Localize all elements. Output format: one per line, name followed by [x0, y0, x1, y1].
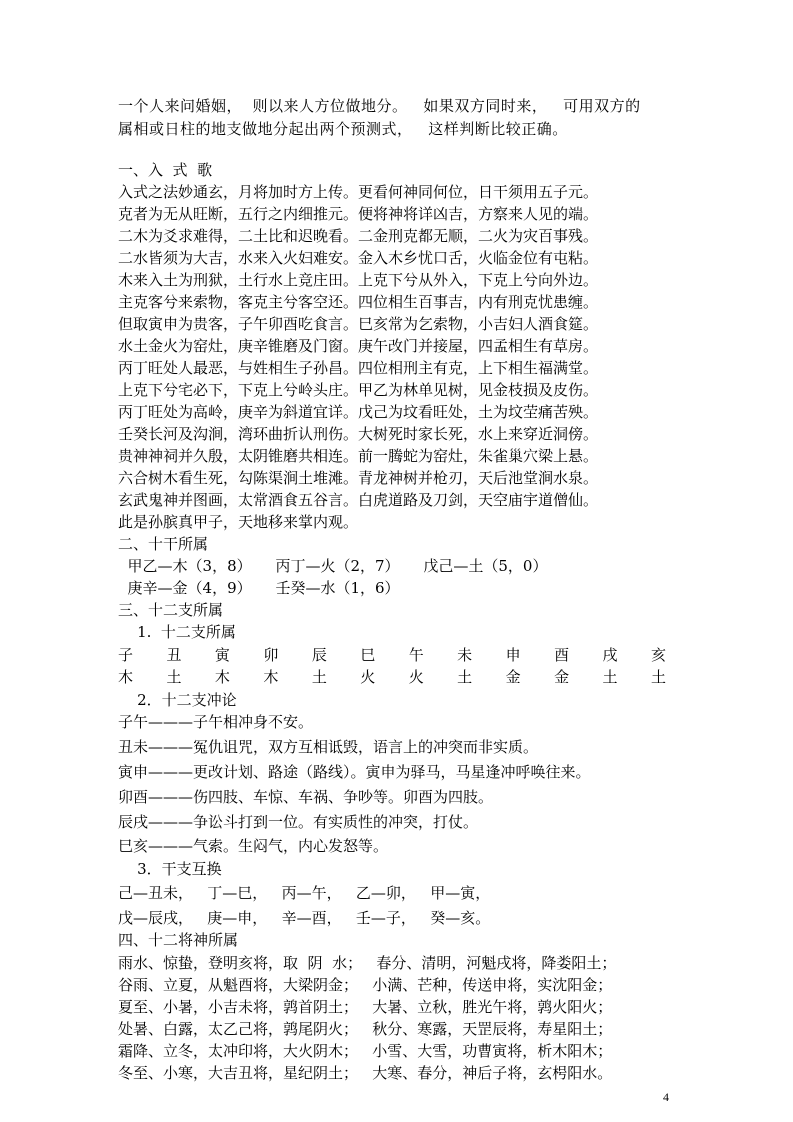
- branch-cell: 丑: [166, 646, 182, 664]
- elements-row: [118, 667, 666, 688]
- element-cell: 金: [505, 668, 521, 686]
- section-title: 二、十干所属: [118, 535, 209, 553]
- clash-line: 寅申———更改计划、路途（路线）。寅申为驿马，马星逢冲呼唤往来。: [118, 763, 591, 781]
- poem-line: 二水皆须为大吉，水来入火妇难安。金入木乡忧口舌，火临金位有屯粘。: [118, 249, 599, 267]
- branch-cell: 午: [408, 646, 424, 664]
- element-cell: 金: [554, 668, 570, 686]
- element-cell: 土: [311, 668, 327, 686]
- section-title: 三、十二支所属: [118, 601, 224, 619]
- exchange-line: 戊—辰戌， 庚—申， 辛—酉， 壬—子， 癸—亥。: [118, 909, 491, 927]
- element-cell: 木: [263, 668, 279, 686]
- clash-line: 子午———子午相冲身不安。: [118, 713, 314, 731]
- element-cell: 火: [360, 668, 376, 686]
- subsection-title: 1. 十二支所属: [118, 623, 236, 641]
- subsection-title: 2．十二支冲论: [118, 691, 237, 709]
- element-cell: 土: [166, 668, 182, 686]
- poem-line: 克者为无从旺断，五行之内细推元。便将神将详凶吉，方察来人见的端。: [118, 205, 599, 223]
- poem-line: 但取寅申为贵客，子午卯酉吃食言。巳亥常为乞索物，小吉妇人酒食筵。: [118, 315, 599, 333]
- stem-line: 庚辛—金（4，9） 壬癸—水（1，6）: [118, 579, 400, 597]
- clash-line: 卯酉———伤四肢、车惊、车祸、争吵等。卯酉为四肢。: [118, 788, 494, 806]
- poem-line: 丙丁旺处人最恶，与姓相生子孙昌。四位相刑主有克，上下相生福满堂。: [118, 359, 599, 377]
- subsection-title: 3．干支互换: [118, 860, 222, 878]
- stem-line: 甲乙—木（3，8） 丙丁—火（2，7） 戊己—土（5，0）: [118, 557, 548, 575]
- exchange-line: 己—丑未， 丁—巳， 丙—午， 乙—卯， 甲—寅，: [118, 884, 491, 902]
- branch-cell: 亥: [650, 646, 666, 664]
- branch-cell: 卯: [263, 646, 279, 664]
- general-line: 冬至、小寒，大吉丑将，星纪阴土； 大寒、春分，神后子将，玄枵阳水。: [118, 1064, 613, 1082]
- poem-line: 六合树木看生死，勾陈渠涧土堆滩。青龙神树并枪刃，天后池堂涧水泉。: [118, 469, 599, 487]
- general-line: 谷雨、立夏，从魁酉将，大梁阴金； 小满、芒种，传送申将，实沈阳金；: [118, 976, 613, 994]
- branch-cell: 寅: [214, 646, 230, 664]
- branch-cell: 辰: [311, 646, 327, 664]
- clash-line: 辰戌———争讼斗打到一位。有实质性的冲突，打仗。: [118, 813, 479, 831]
- branches-row: [118, 645, 666, 666]
- branch-cell: 酉: [554, 646, 570, 664]
- poem-line: 主克客兮来索物，客克主兮客空还。四位相生百事吉，内有刑克忧患缠。: [118, 293, 599, 311]
- poem-line: 贵神神祠并久殷，太阴锥磨共相连。前一腾蛇为窑灶，朱雀巢穴梁上悬。: [118, 447, 599, 465]
- general-line: 霜降、立冬，太冲印将，大火阴木； 小雪、大雪，功曹寅将，析木阳木；: [118, 1042, 613, 1060]
- element-cell: 土: [602, 668, 618, 686]
- general-line: 雨水、惊蛰，登明亥将，取 阴 水； 春分、清明，河魁戌将，降娄阳土；: [118, 954, 617, 972]
- poem-line: 此是孙膑真甲子，天地移来掌内观。: [118, 513, 359, 531]
- element-cell: 木: [118, 668, 134, 686]
- poem-line: 丙丁旺处为高岭，庚辛为斜道宜详。戊己为坟看旺处，土为坟茔痛苦殃。: [118, 403, 599, 421]
- branch-cell: 巳: [360, 646, 376, 664]
- intro-line: 属相或日柱的地支做地分起出两个预测式， 这样判断比较正确。: [118, 120, 568, 138]
- intro-line: 一个人来问婚姻， 则以来人方位做地分。 如果双方同时来， 可用双方的: [118, 97, 641, 115]
- element-cell: 土: [650, 668, 666, 686]
- general-line: 处暑、白露，太乙己将，鹑尾阴火； 秋分、寒露，天罡辰将，寿星阳土；: [118, 1020, 613, 1038]
- section-title: 一、入 式 歌: [118, 161, 213, 179]
- poem-line: 上克下兮宅必下，下克上兮岭头庄。甲乙为林单见树，见金枝损及皮伤。: [118, 381, 599, 399]
- branch-cell: 戌: [602, 646, 618, 664]
- branch-cell: 未: [457, 646, 473, 664]
- poem-line: 壬癸长河及沟涧，湾环曲折认刑伤。大树死时家长死，水上来穿近洞傍。: [118, 425, 599, 443]
- page-number: 4: [663, 1090, 669, 1104]
- poem-line: 水土金火为窑灶，庚辛锥磨及门窗。庚午改门并接屋，四孟相生有草房。: [118, 337, 599, 355]
- poem-line: 入式之法妙通玄，月将加时方上传。更看何神同何位，日干须用五子元。: [118, 183, 599, 201]
- poem-line: 二木为爻求难得，二土比和迟晚看。二金刑克都无顺，二火为灾百事残。: [118, 227, 599, 245]
- branch-cell: 申: [505, 646, 521, 664]
- clash-line: 丑未———冤仇诅咒，双方互相诋毁，语言上的冲突而非实质。: [118, 738, 539, 756]
- section-title: 四、十二将神所属: [118, 931, 239, 949]
- element-cell: 土: [457, 668, 473, 686]
- poem-line: 木来入土为刑狱，土行水上竞庄田。上克下兮从外入，下克上兮向外边。: [118, 271, 599, 289]
- element-cell: 火: [408, 668, 424, 686]
- element-cell: 木: [214, 668, 230, 686]
- poem-line: 玄武鬼神并图画，太常酒食五谷言。白虎道路及刀剑，天空庙宇道僧仙。: [118, 491, 599, 509]
- general-line: 夏至、小暑，小吉未将，鹑首阴土； 大暑、立秋，胜光午将，鹑火阳火；: [118, 998, 613, 1016]
- clash-line: 巳亥———气索。生闷气，内心发怒等。: [118, 837, 389, 855]
- branch-cell: 子: [118, 646, 134, 664]
